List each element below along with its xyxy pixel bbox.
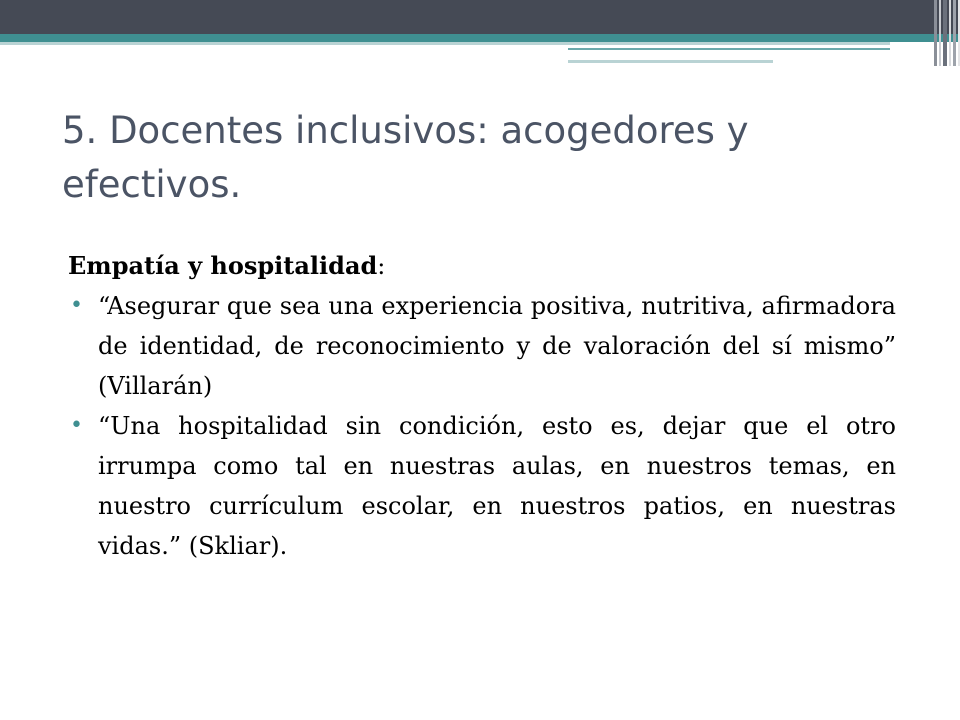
bullet-icon: • (70, 413, 83, 438)
bullet-text: “Asegurar que sea una experiencia positiva, nutritiva, afirmadora de identidad, de reconocimiento y de valoración del sí mismo” (Villarán) (98, 292, 896, 400)
decorative-line (568, 48, 890, 50)
slide-title: 5. Docentes inclusivos: acogedores y efectivos. (62, 109, 749, 206)
bullet-icon: • (70, 293, 83, 318)
bullet-item (68, 286, 896, 406)
section-heading-text: Empatía y hospitalidad (68, 251, 378, 280)
slide-content (68, 246, 896, 566)
bullet-text: “Una hospitalidad sin condición, esto es, dejar que el otro irrumpa como tal en nuestras aulas, en nuestros temas, en nuestro currículum escolar, en nuestros patios, en nuestras vidas.” (Skliar). (98, 412, 896, 560)
bullet-item (68, 406, 896, 566)
section-heading (68, 246, 896, 286)
section-heading-colon: : (377, 252, 386, 280)
bullet-list (68, 286, 896, 566)
decorative-stripes (934, 0, 960, 66)
decorative-line (568, 60, 773, 63)
header-band (0, 0, 960, 34)
header-accent-band (0, 34, 960, 42)
header-accent-line (0, 42, 890, 45)
